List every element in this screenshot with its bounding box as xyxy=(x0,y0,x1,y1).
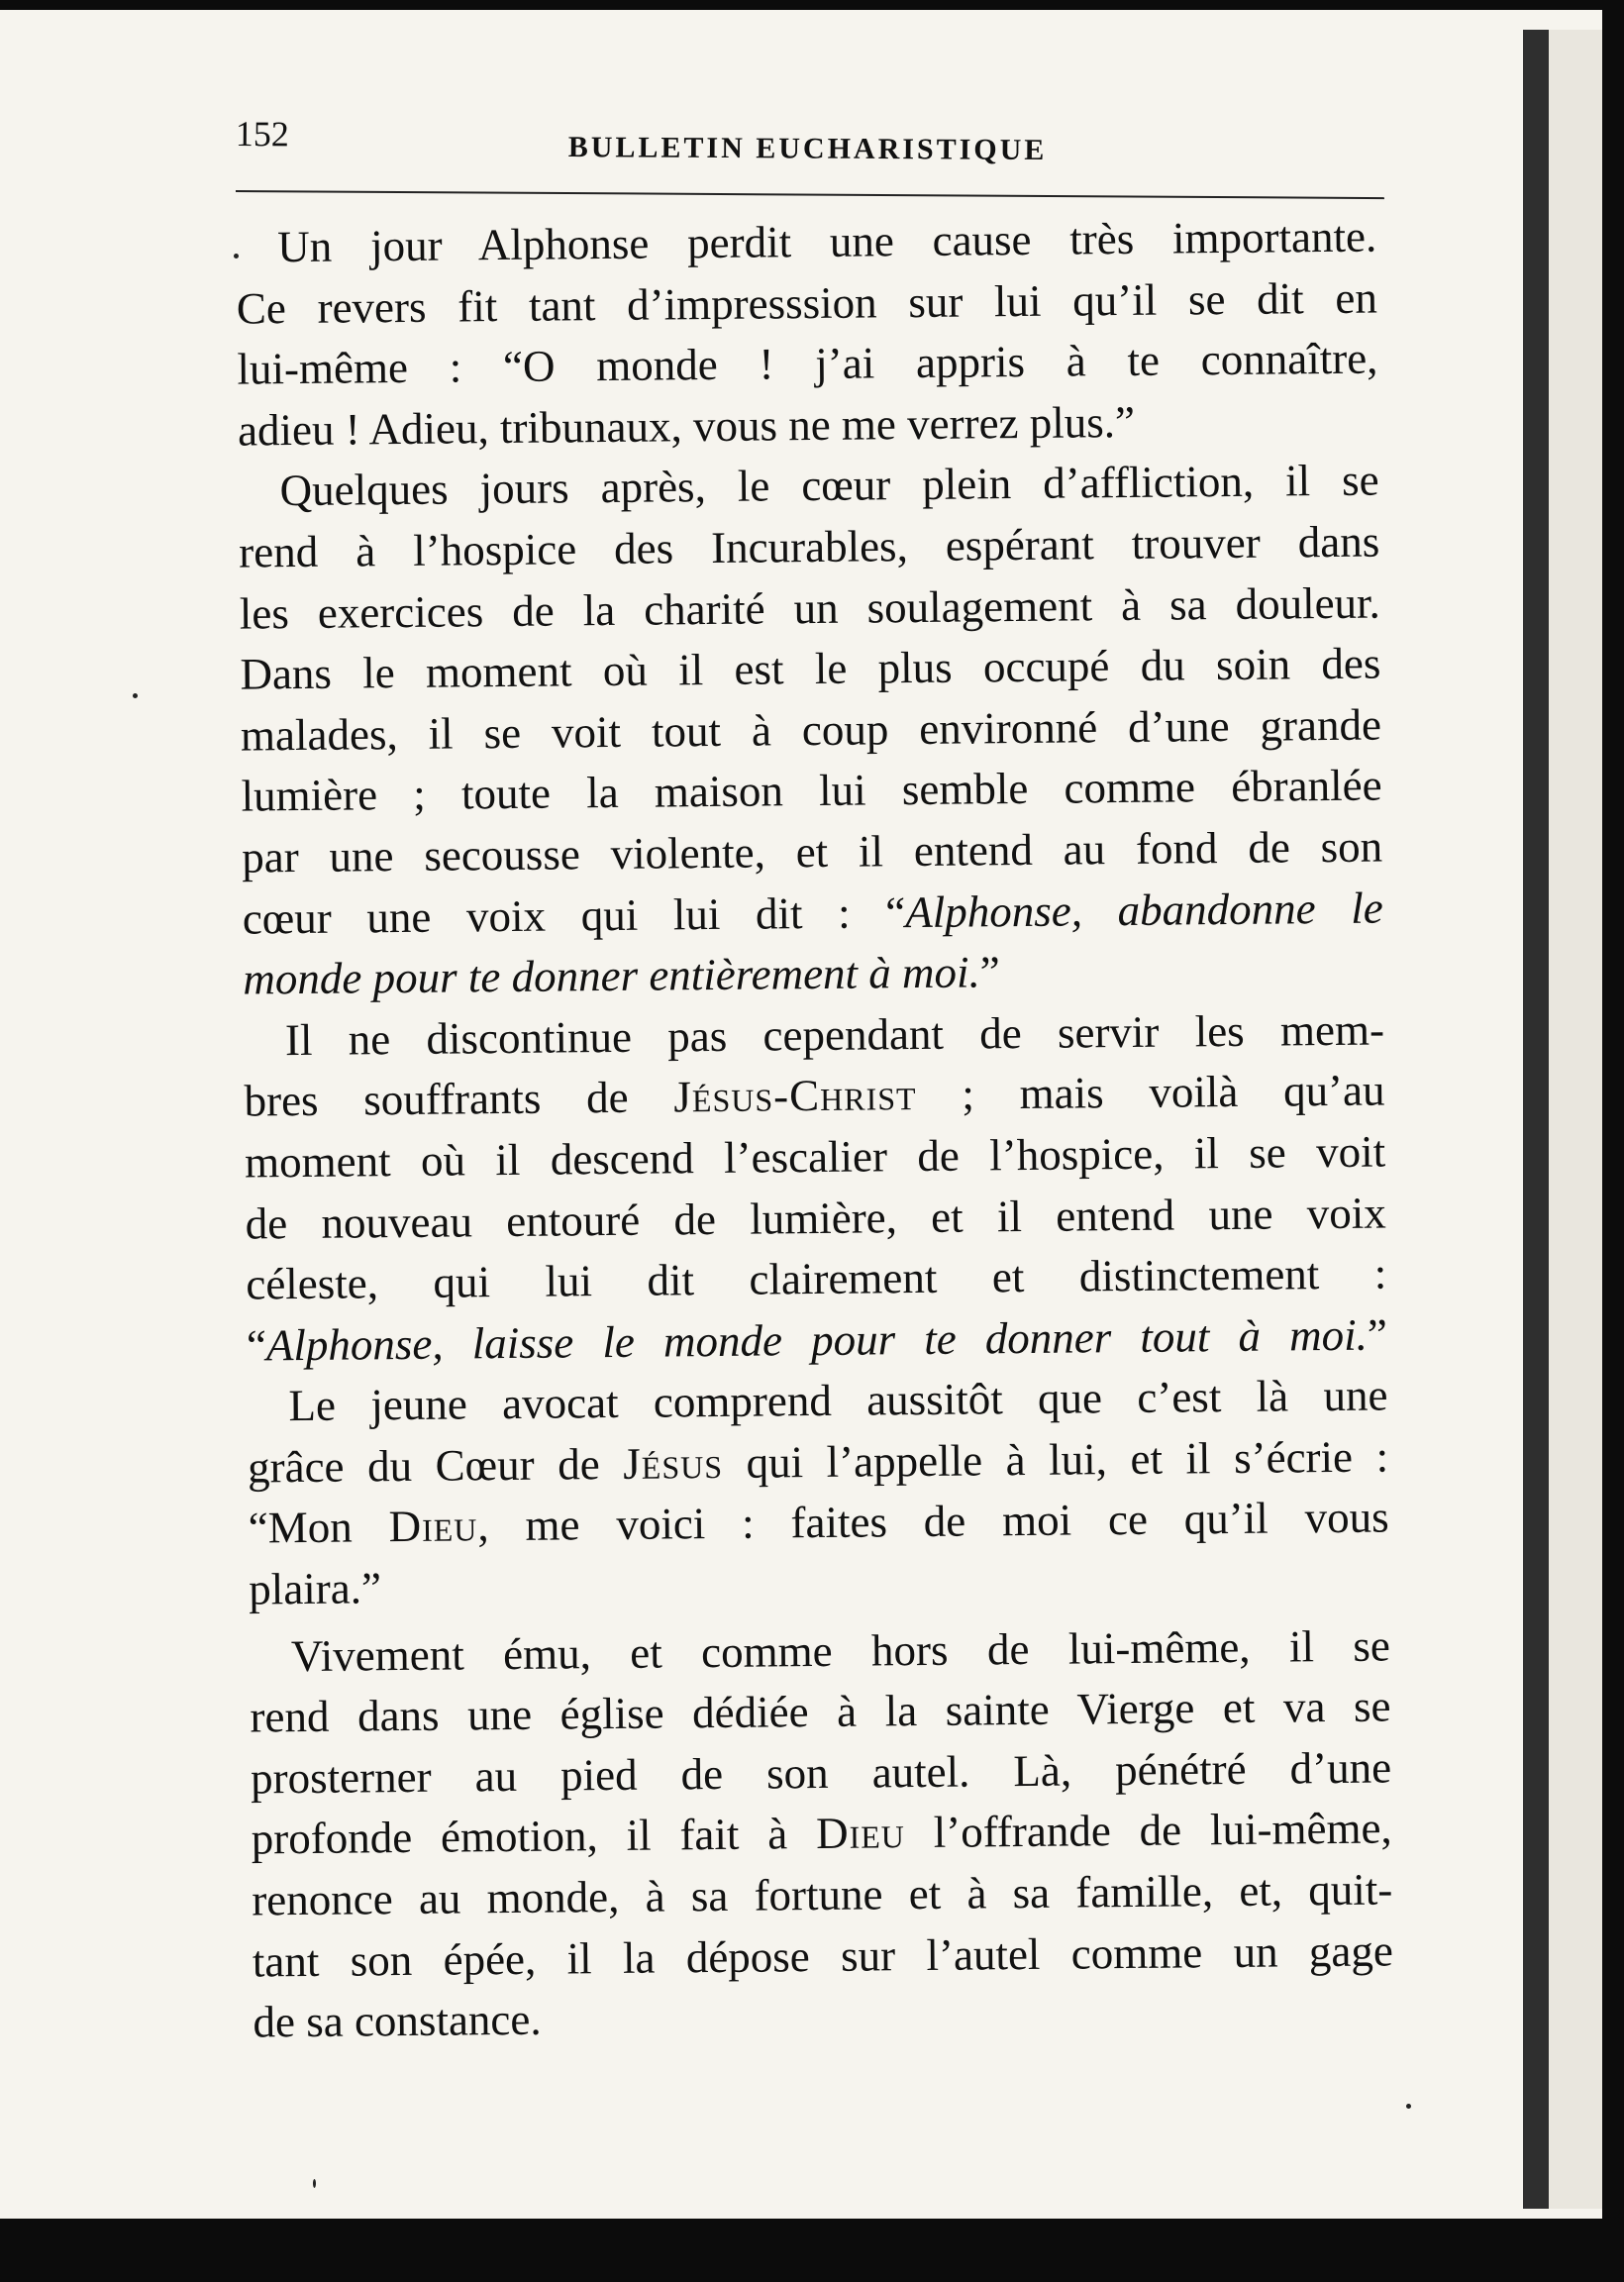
text-line: rend dans une église dédiée à la sainte Vierge et va se xyxy=(250,1681,1391,1742)
dust-speck xyxy=(133,693,138,698)
page-number: 152 xyxy=(235,113,289,155)
text-line: renonce au monde, à sa fortune et à sa famille, et, quit- xyxy=(252,1864,1393,1925)
text-line: les exercices de la charité un soulagement à sa douleur. xyxy=(239,577,1381,639)
running-head: BULLETIN EUCHARISTIQUE xyxy=(567,131,1048,167)
text-line: cœur une voix qui lui dit : “Alphonse, abandonne le xyxy=(242,882,1383,944)
text-line: par une secousse violente, et il entend au fond de son xyxy=(241,821,1383,882)
dust-speck xyxy=(234,254,239,259)
paragraph xyxy=(208,1615,1394,2054)
text-line: bres souffrants de Jésus-Christ ; mais voilà qu’au xyxy=(244,1065,1385,1126)
text-line: plaira.” xyxy=(249,1563,382,1614)
text-line: lumière ; toute la maison lui semble comme ébranlée xyxy=(241,760,1382,821)
page-header xyxy=(236,105,1384,181)
text-line: “Mon Dieu, me voici : faites de moi ce qu’il vous xyxy=(248,1492,1389,1554)
text-line: Il ne discontinue pas cependant de servir les mem- xyxy=(284,1004,1385,1065)
text-line: monde pour te donner entièrement à moi.” xyxy=(243,947,1001,1004)
text-line: moment où il descend l’escalier de l’hospice, il se voit xyxy=(244,1126,1386,1188)
text-line: Vivement ému, et comme hors de lui-même, il se xyxy=(290,1620,1391,1681)
facing-page-edge xyxy=(1549,30,1602,2209)
text-line: rend à l’hospice des Incurables, espérant trouver dans xyxy=(239,516,1380,577)
text-line: céleste, qui lui dit clairement et distinctement : xyxy=(246,1248,1387,1309)
text-line: prosterner au pied de son autel. Là, pénétré d’une xyxy=(250,1742,1392,1804)
paragraph xyxy=(194,207,1378,463)
paragraph xyxy=(196,451,1383,1011)
page-gutter-shadow xyxy=(1523,30,1549,2209)
body-text xyxy=(194,207,1394,2054)
dust-speck xyxy=(1406,2104,1411,2109)
paragraph xyxy=(202,999,1387,1377)
text-line: tant son épée, il la dépose sur l’autel comme un gage xyxy=(252,1925,1394,1987)
text-line: “Alphonse, laisse le monde pour te donner tout à moi.” xyxy=(246,1309,1388,1371)
text-line: de sa constance. xyxy=(253,1994,542,2047)
text-line: Ce revers fit tant d’impresssion sur lui qu’il se dit en xyxy=(236,272,1378,334)
paragraph xyxy=(205,1366,1389,1621)
text-line: de nouveau entouré de lumière, et il entend une voix xyxy=(245,1187,1386,1249)
dust-speck xyxy=(313,2179,316,2188)
text-line: grâce du Cœur de Jésus qui l’appelle à lui, et il s’écrie : xyxy=(247,1431,1389,1493)
text-line: adieu ! Adieu, tribunaux, vous ne me verrez plus.” xyxy=(237,396,1136,456)
text-line: profonde émotion, il fait à Dieu l’offrande de lui-même, xyxy=(251,1803,1392,1864)
text-line: lui-même : “O monde ! j’ai appris à te connaître, xyxy=(237,333,1378,394)
text-line: Dans le moment où il est le plus occupé du soin des xyxy=(240,638,1381,699)
text-line: malades, il se voit tout à coup environné d’une grande xyxy=(240,699,1382,761)
text-line: Quelques jours après, le cœur plein d’affliction, il se xyxy=(279,455,1379,516)
text-line: Un jour Alphonse perdit une cause très importante. xyxy=(277,211,1377,272)
text-line: Le jeune avocat comprend aussitôt que c’est là une xyxy=(288,1370,1388,1431)
